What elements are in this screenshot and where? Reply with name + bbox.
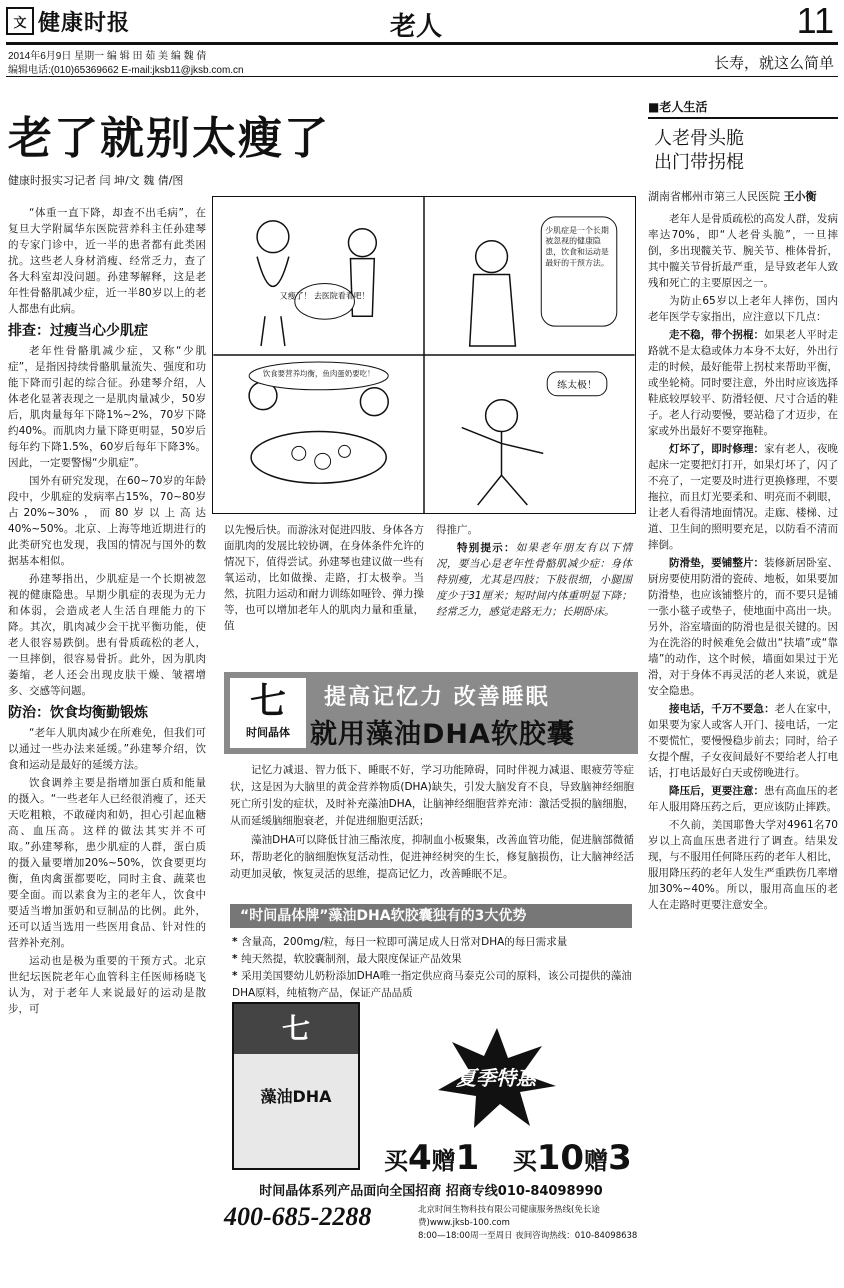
offer-word: 赠 [584, 1147, 609, 1175]
tip-heading: 防滑垫，要铺整片： [669, 557, 765, 569]
ad-advantage-item: * 含量高，200mg/粒，每日一粒即可满足成人日常对DHA的每日需求量 [232, 934, 632, 951]
tip-text: 如果老年朋友有以下情况，要当心是老年性骨骼肌减少症：身体特别瘦，尤其是四肢；下肢很细，小腿围度少于31厘米；短时间内体重明显下降；经常乏力，感觉走路无力；长期卧床。 [436, 542, 632, 618]
bubble-eating-text: 饮食要营养均衡，鱼肉蛋奶要吃！ [262, 368, 375, 378]
tip-heading: 灯坏了，即时修理： [669, 443, 765, 455]
brand-mark-icon: 七 [249, 680, 286, 722]
section-title: 老人 [390, 12, 443, 42]
article-column-3 [436, 522, 632, 622]
tip-paragraph [648, 783, 838, 815]
closing-paragraph: 不久前，美国耶鲁大学对4961名70岁以上高血压患者进行了调查。结果发现，与不服用任何降压药的老年人相比，服用降压药的老年人发生严重跌伤几率增加30%~40%。所以，服用高血压的老人在走路时更要注意安全。 [648, 819, 838, 911]
product-box-image [232, 1002, 360, 1170]
section-heading-2: 防治：饮食均衡勤锻炼 [8, 705, 148, 721]
masthead-bottom-rule [6, 76, 838, 77]
intro-paragraph: “体重一直下降，却查不出毛病”，在复旦大学附属华东医院营养科主任孙建琴的专家门诊中，近一半的患者都有此类困扰。这些老人身材消瘦、经常乏力，查了各大科室却没问题。孙建琴解释，这是老年性骨骼肌减少症，近一半80岁以上的老人都患有此病。 [8, 207, 206, 315]
ad-body [230, 762, 634, 885]
ad-sub-banner: “时间晶体牌”藻油DHA软胶囊独有的3大优势 [230, 904, 632, 928]
tip-paragraph [648, 555, 838, 699]
ad-advantage-item: * 纯天然提，软胶囊制剂，最大限度保证产品效果 [232, 951, 632, 968]
tip-heading: 接电话，千万不要急： [669, 703, 775, 715]
ad-contact-info [418, 1204, 638, 1243]
paragraph: 得推广。 [436, 524, 478, 536]
tip-heading: 降压后，更要注意： [669, 785, 765, 797]
tip-paragraph [648, 327, 838, 439]
ad-headline-1: 提高记忆力 改善睡眠 [324, 685, 550, 710]
paragraph: 饮食调养主要是指增加蛋白质和能量的摄入。“一些老年人已经很消瘦了，还天天吃粗粮，不敢碰肉和奶，担心引起血糖高、血压高。这样的做法其实并不可取。”孙建琴称，患少肌症的人群，蛋白质的摄入量要增加20%~50%，饮食要更均衡，鱼肉禽蛋都要吃，同时主食、蔬菜也要全面。而以素食为主的老年人，饮食中要适当增加蛋奶和豆制品的比例。此外，还可以适当选用一些医用食品、针对性的营养补充剂。 [8, 777, 206, 949]
tip-heading: 走不稳，带个拐棍： [669, 329, 765, 341]
ad-advantages-list [232, 934, 632, 1002]
bubble-taichi-text: 练太极！ [557, 379, 597, 391]
article-column-1 [8, 205, 206, 1019]
ad-paragraph: 记忆力减退、智力低下、睡眠不好，学习功能障碍，同时伴视力减退、眼疲劳等症状，这是因为大脑里的黄金营养物质(DHA)缺失，引发大脑发育不良，导致脑神经细胞死亡所引发的症状，及时补充藻油DHA，让脑神经细胞营养充沛：激活受损的脑细胞，从而延缓脑细胞衰老，并促进细胞更活跃； [230, 764, 634, 827]
tip-body: 装修新居卧室、厨房要使用防滑的瓷砖、地板，如果要加防滑垫，也应该铺整片的，而不要只是铺一张小毯子或垫子，使地面中高出一块。另外，浴室墙面的防滑也是很关键的。因为在洗浴的时候难免会做出“扶墙”或“靠墙”的动作，这个时候，墙面如果过于光滑，对于身体不再灵活的老人来说，就是安全隐患。 [648, 557, 839, 697]
tip-body: 家有老人，夜晚起床一定要把灯打开，如果灯坏了，闪了不亮了，一定要及时进行更换修理，不要拖拉，而且灯光要柔和、明亮而不刺眼，让老人看得清地面情况。走廊、楼梯、过道、卫生间的照明要充足，以防看不清而摔倒。 [648, 443, 839, 551]
newspaper-logo[interactable] [6, 4, 130, 38]
tip-body: 患有高血压的老年人服用降压药之后，更应该防止摔跌。 [648, 785, 839, 813]
bubble-doctor-text: 少肌症是一个长期被忽视的健康隐患，饮食和运动是最好的干预方法。 [545, 225, 609, 268]
sidebar-article [648, 98, 838, 915]
ad-headline-2: 就用藻油DHA软胶囊 [310, 719, 575, 750]
slogan: 长寿，就这么简单 [713, 54, 834, 72]
ad-contact-line: 北京时间生物科技有限公司健康服务热线(免长途费)www.jksb-100.com [418, 1205, 600, 1228]
ad-contact-line: 8:00—18:00周一至周日 夜间咨询热线：010-84098638 [418, 1231, 638, 1241]
offer-word: 赠 [431, 1147, 456, 1175]
sidebar-title-line-1: 人老骨头脆 [654, 128, 744, 149]
logo-text: 健康时报 [38, 9, 131, 36]
paragraph: 运动也是极为重要的干预方式。北京世纪坛医院老年心血管科主任医师杨晓飞认为，对于老年人来说最好的运动是散步，可 [8, 955, 206, 1015]
offer-word: 买 [384, 1147, 408, 1175]
sidebar-title-line-2: 出门带拐棍 [654, 152, 744, 173]
ad-brand-logo [230, 678, 306, 748]
paragraph: 为防止65岁以上老年人摔伤，国内老年医学专家指出，应注意以下几点： [648, 295, 838, 323]
cartoon-drawing [213, 197, 635, 513]
date-line: 2014年6月9日 星期一 编 辑 田 茹 美 编 魏 倩 [8, 51, 207, 62]
advertisement[interactable] [224, 672, 638, 1242]
product-brand-icon: 七 [234, 1004, 358, 1054]
ad-phone-number[interactable]: 400-685-2288 [224, 1202, 372, 1231]
article-byline: 健康时报实习记者 闫 坤/文 魏 倩/图 [8, 174, 184, 187]
brand-name: 时间晶体 [246, 726, 290, 739]
section-heading-1: 排查：过瘦当心少肌症 [8, 323, 148, 339]
paragraph: 老年性骨骼肌减少症，又称“少肌症”，是指因持续骨骼肌量流失、强度和功能下降而引起的综合征。孙建琴介绍，人体老化显著表现之一是肌肉量减少，50岁后，肌肉量每年下降1%~2%，70岁下降约40%。而肌肉力量下降更明显，50岁后每年约下降1.5%，60岁后每年下降3%。因此，一定要警惕“少肌症”。 [8, 345, 206, 469]
sidebar-tag: ■老人生活 [648, 98, 838, 119]
logo-icon: 文 [6, 7, 34, 35]
product-name: 藻油DHA [260, 1087, 332, 1106]
article-column-2 [224, 522, 424, 636]
offer-number: 3 [608, 1138, 632, 1178]
tip-label: 特别提示： [457, 542, 516, 554]
bubble-left-text: 又瘦了！ 去医院看看吧！ [279, 291, 370, 301]
masthead-rule [6, 42, 838, 45]
author-org: 湖南省郴州市第三人民医院 [648, 190, 780, 203]
author-name: 王小衡 [783, 190, 817, 203]
promo-offer [384, 1138, 632, 1178]
sidebar-author [648, 189, 838, 205]
sidebar-body [648, 211, 838, 913]
illustration-cartoon [212, 196, 636, 514]
special-tip [436, 540, 632, 620]
page-number: 11 [796, 0, 834, 41]
tip-paragraph [648, 441, 838, 553]
article-headline: 老了就别太瘦了 [8, 113, 330, 164]
tip-paragraph [648, 701, 838, 781]
paragraph: “老年人肌肉减少在所难免，但我们可以通过一些办法来延缓。”孙建琴介绍，饮食和运动是最好的延缓方法。 [8, 727, 206, 771]
paragraph: 以先慢后快。而游泳对促进四肢、身体各方面肌肉的发展比较协调，在身体条件允许的情况下，值得尝试。孙建琴也建议做一些有氧运动，比如做操、走路，打太极拳。当然，抗阻力运动和耐力训练如哑铃、弹力操等，也可以增加老年人的肌肉力量和重量，值 [224, 524, 424, 632]
ad-paragraph: 藻油DHA可以降低甘油三酯浓度，抑制血小板聚集，改善血管功能，促进脑部微循环，帮助老化的脑细胞恢复活动性，促进神经树突的生长，修复脑损伤，让大脑神经活动更加灵敏，恢复灵活的思维，提高记忆力，改善睡眠不足。 [230, 834, 634, 880]
sidebar-title [654, 127, 838, 175]
offer-number: 4 [408, 1138, 432, 1178]
ad-recruit-line: 时间晶体系列产品面向全国招商 招商专线010-84098990 [259, 1184, 603, 1199]
masthead [0, 0, 844, 78]
promo-label: 夏季特惠 [456, 1066, 536, 1090]
offer-word: 买 [512, 1147, 537, 1175]
tip-body: 老人在家中，如果要为家人或客人开门、接电话，一定不要慌忙，要慢慢稳步前去；同时，给子女提个醒，子女夜间最好不要给老人打电话，打电话最好白天或傍晚进行。 [648, 703, 839, 779]
paragraph: 老年人是骨质疏松的高发人群，发病率达70%，即“人老骨头脆”，一旦摔倒，多出现髋关节、腕关节、椎体骨折，其中髋关节骨折最严重，是导致老年人致残和死亡的主要原因之一。 [648, 213, 838, 289]
paragraph: 孙建琴指出，少肌症是一个长期被忽视的健康隐患。早期少肌症的表现为无力和体弱，会造成老人生活自理能力的下降。其次，肌肉减少会干扰平衡功能，使老人很容易跌倒。患有骨质疏松的老人，一旦摔倒，很容易骨折。此外，因为肌肉萎缩，老人还会出现皮肤干燥、皱褶增多、交感等问题。 [8, 573, 206, 697]
contact-line: 编辑电话:(010)65369662 E-mail:jksb11@jksb.com.cn [8, 65, 244, 76]
ad-banner [224, 672, 638, 754]
ad-advantage-item: * 采用美国婴幼儿奶粉添加DHA唯一指定供应商马泰克公司的原料，该公司提供的藻油DHA原料，纯植物产品，保证产品品质 [232, 968, 632, 1002]
offer-number: 10 [536, 1138, 585, 1178]
tip-body: 如果老人平时走路就不是太稳或体力本身不太好，外出行走的时候，最好能带上拐杖来帮助平衡，或坐轮椅。同时要注意，外出时应该选择鞋底较厚较平、防滑轻便、尺寸合适的鞋子。老人行动要慢，要站稳了才迈步，在家或外出最好不要穿拖鞋。 [648, 329, 839, 437]
paragraph: 国外有研究发现，在60~70岁的年龄段中，少肌症的发病率占15%，70~80岁占20%~30%，而80岁以上高达40%~50%。北京、上海等地近期进行的此类研究也发现，我国的情况与国外的数据基本相似。 [8, 475, 206, 567]
offer-number: 1 [455, 1138, 480, 1178]
